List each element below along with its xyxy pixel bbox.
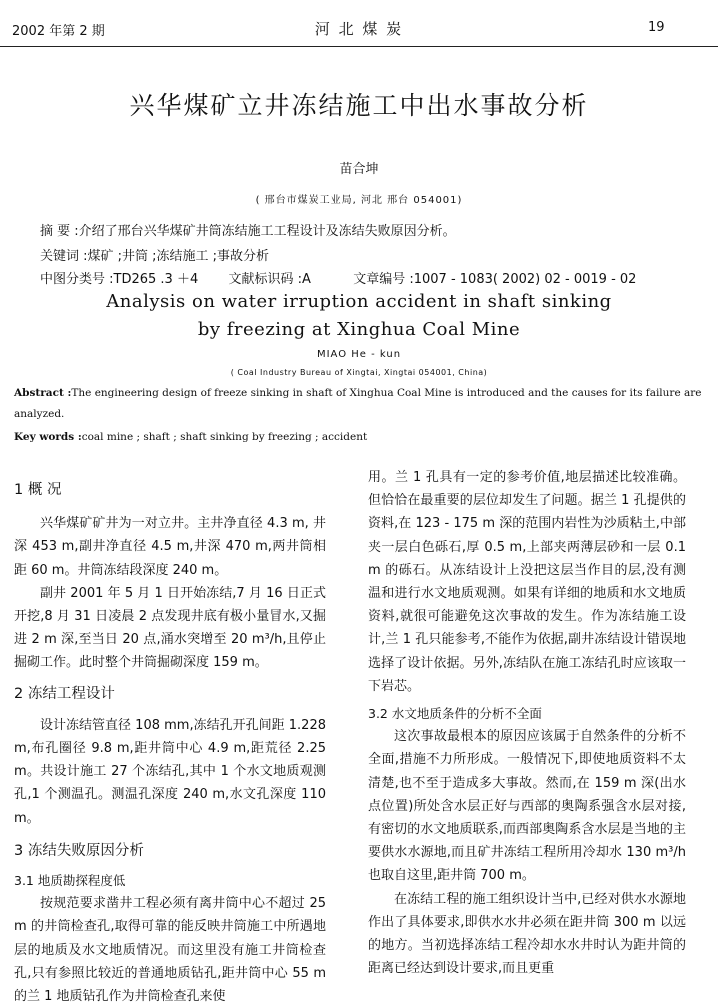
header-rule: [0, 46, 718, 47]
section-3-2-para-2: 在冻结工程的施工组织设计当中,已经对供水水源地作出了具体要求,即供水水井必须在距井筒 300 m 以远的地方。当初选择冻结工程冷却水水井时认为距井筒的距离已经达到设计要求,而且更重: [368, 891, 686, 977]
keywords-en-text: coal mine ; shaft ; shaft sinking by freezing ; accident: [81, 431, 368, 443]
section-1-para-2: 副井 2001 年 5 月 1 日开始冻结,7 月 16 日正式开挖,8 月 31 日凌晨 2 点发现井底有极小量冒水,又掘进 2 m 深,至当日 20 点,涌水突增至 20 m³/h,且停止掘砌工作。此时整个井筒掘砌深度 159 m。: [14, 585, 326, 671]
abstract-cn-text: 介绍了邢台兴华煤矿井筒冻结施工工程设计及冻结失败原因分析。: [78, 224, 456, 239]
title-en-line1: Analysis on water irruption accident in shaft sinking: [106, 291, 612, 312]
right-column: [368, 466, 686, 980]
clc-value: TD265 .3 ＋4: [113, 272, 199, 287]
title-en-line2: by freezing at Xinghua Coal Mine: [197, 319, 521, 340]
section-1-para-1: 兴华煤矿矿井为一对立井。主井净直径 4.3 m, 井深 453 m,副井净直径 4.5 m,井深 470 m,两井筒相距 60 m。井筒冻结段深度 240 m。: [14, 516, 326, 578]
affiliation-en: ( Coal Industry Bureau of Xingtai, Xingtai 054001, China): [230, 368, 488, 377]
article-no-value: 1007 - 1083( 2002) 02 - 0019 - 02: [413, 272, 637, 287]
abstract-en-label: Abstract :: [14, 387, 72, 399]
classification-line: [40, 268, 636, 287]
keywords-cn-text: 煤矿 ;井筒 ;冻结施工 ;事故分析: [87, 249, 270, 264]
issue-label: 2002 年第 2 期: [12, 24, 105, 39]
author-cn: 苗合坤: [339, 162, 379, 177]
keywords-en-label: Key words :: [14, 431, 82, 443]
page-number: 19: [648, 20, 665, 35]
left-column: [14, 479, 326, 1008]
continuation-para: 用。兰 1 孔具有一定的参考价值,地层描述比较准确。但恰恰在最重要的层位却发生了问题。据兰 1 孔提供的资料,在 123 - 175 m 深的范围内岩性为沙质粘土,中部夹一层白色砾石,厚 0.5 m,上部夹两薄层砂和一层 0.1 m 的砾石。从冻结设计上没把这层当作目的层,没有测温和进行水文地质观测。如果有详细的地质和水文地质资料,就很可能避免这次事故的发生。作为冻结施工设计,兰 1 孔只能参考,不能作为依据,副井冻结设计错误地选择了设计依据。另外,冻结队在施工冻结孔时应该取一下岩芯。: [368, 470, 686, 694]
section-2-heading: 2 冻结工程设计: [14, 685, 115, 702]
doc-code-value: A: [302, 272, 311, 287]
clc-label: 中图分类号 :: [40, 272, 114, 287]
abstract-en: [14, 383, 704, 425]
journal-name: 河 北 煤 炭: [314, 20, 404, 38]
author-en: MIAO He - kun: [316, 349, 402, 360]
abstract-cn-label: 摘 要 :: [40, 224, 79, 239]
section-3-2-heading: 3.2 水文地质条件的分析不全面: [368, 706, 542, 722]
keywords-cn-label: 关键词 :: [40, 249, 88, 264]
affiliation-cn: ( 邢台市煤炭工业局, 河北 邢台 054001): [255, 195, 463, 206]
section-2-para-1: 设计冻结管直径 108 mm,冻结孔开孔间距 1.228 m,布孔圈径 9.8 m,距井筒中心 4.9 m,距荒径 2.25 m。共设计施工 27 个冻结孔,其中 1 个水文地质观测孔,1 个测温孔。测温孔深度 240 m,水文孔深度 110 m。: [14, 717, 326, 826]
section-1-heading: 1 概 况: [14, 482, 62, 498]
keywords-en: [14, 427, 704, 448]
section-3-1-heading: 3.1 地质勘探程度低: [14, 873, 126, 889]
keywords-cn: [40, 245, 269, 264]
title-cn: 兴华煤矿立井冻结施工中出水事故分析: [129, 91, 589, 120]
section-3-1-para-1: 按规范要求凿井工程必须有离井筒中心不超过 25 m 的井筒检查孔,取得可靠的能反映井筒施工中所遇地层的地质及水文地质情况。而这里没有施工井筒检查孔,只有参照比较近的普通地质钻孔,距井筒中心 55 m 的兰 1 地质钻孔作为井筒检查孔来使: [14, 896, 326, 1005]
abstract-cn: [40, 220, 456, 239]
section-3-heading: 3 冻结失败原因分析: [14, 842, 144, 859]
section-3-2-para-1: 这次事故最根本的原因应该属于自然条件的分析不全面,措施不力所形成。一般情况下,即使地质资料不太清楚,也不至于造成多大事故。然而,在 159 m 深(出水点位置)所处含水层正好与西部的奥陶系强含水层对接,有密切的水文地质联系,而西部奥陶系含水层是当地的主要供水水源地,而且矿井冻结工程所用冷却水 130 m³/h 也取自这里,距井筒 700 m。: [368, 729, 686, 884]
doc-code-label: 文献标识码 :: [228, 272, 303, 287]
abstract-en-text: The engineering design of freeze sinking in shaft of Xinghua Coal Mine is introduced and the causes for its failure are analyzed.: [14, 387, 702, 420]
article-no-label: 文章编号 :: [353, 272, 414, 287]
